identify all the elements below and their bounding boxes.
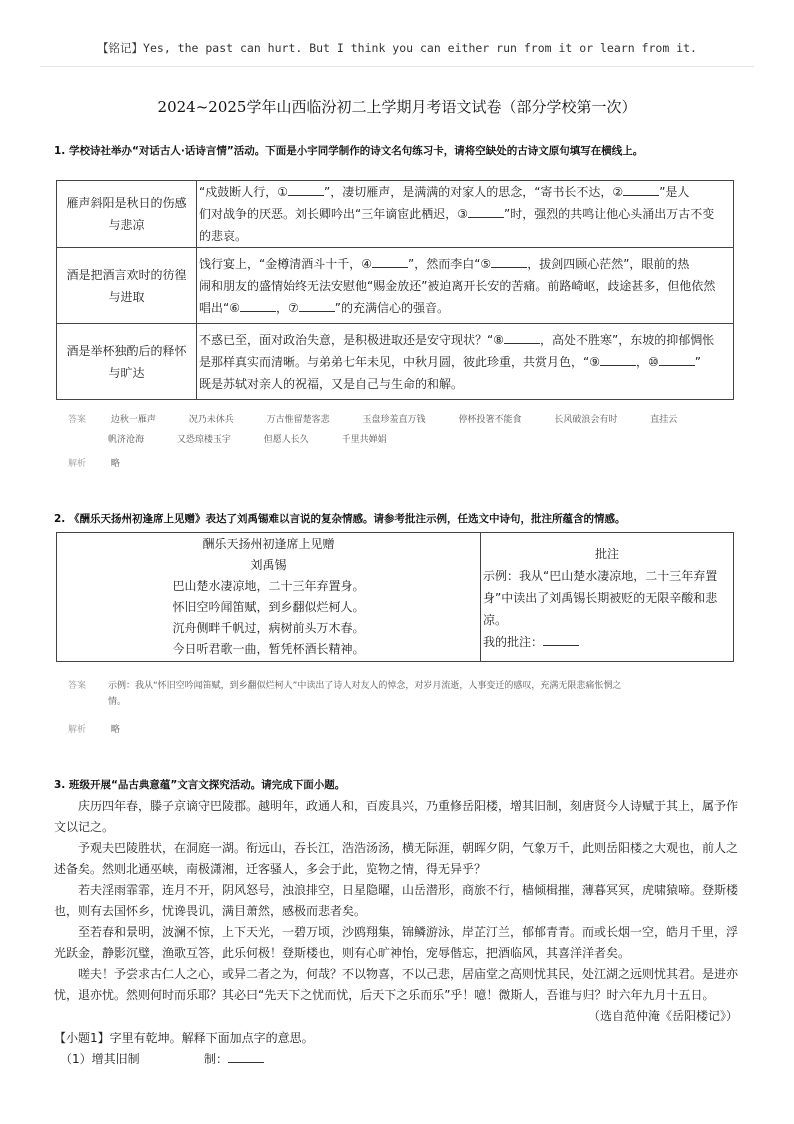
row-content: 不惑已至，面对政治失意，是积极进取还是安守现状？“⑧ ，高处不胜寒”，东坡的抑郁惆怅 是那样真实而清晰。与弟弟七年未见，中秋月圆，彼此珍重，共赏月色，“⑨ ，⑩ ” 既是苏轼对亲人的祝福，又是自己与生命的和解。 [197,324,734,400]
note-example-line: 身”中读出了刘禹锡长期被贬的无限辛酸和悲 [483,591,718,605]
answer-label: 答案 [68,681,87,691]
answer-item: 万古惟留楚客悲 [266,415,330,425]
question-2-table [56,532,734,662]
note-cell [481,533,734,662]
sub-question-1 [54,1028,738,1070]
analysis-text: 略 [110,725,120,735]
blank-9[interactable] [600,353,636,366]
table-row [57,181,734,248]
blank-2[interactable] [623,183,659,196]
passage-paragraph: 至若春和景明，波澜不惊，上下天光，一碧万顷，沙鸥翔集，锦鳞游泳，岸芷汀兰，郁郁青青。而或长烟一空，皓月千里，浮光跃金，静影沉璧，渔歌互答，此乐何极！登斯楼也，则有心旷神怡，宠辱偕忘，把酒临风，其喜洋洋者矣。 [54,925,739,960]
passage [54,796,738,1027]
passage-paragraph: 嗟夫！予尝求古仁人之心，或异二者之为，何哉？不以物喜，不以己悲，居庙堂之高则忧其民，处江湖之远则忧其君。是进亦忧，退亦忧。然则何时而乐耶？其必曰“先天下之忧而忧，后天下之乐而乐”乎！噫！微斯人，吾谁与归？时六年九月十五日。 [54,967,739,1002]
answer-item: 边秋一雁声 [110,415,156,425]
poem-line: 巴山楚水凄凉地，二十三年弃置身。 [172,579,365,593]
blank-6[interactable] [240,299,276,312]
row-label: 酒是举杯独酌后的释怀与旷达 [57,324,197,400]
question-2-prompt: 2. 《酬乐天扬州初逢席上见赠》表达了刘禹锡难以言说的复杂情感。请参考批注示例，任选文中诗句，批注所蕴含的情感。 [54,513,626,525]
note-example-line: 示例：我从“巴山楚水凄凉地，二十三年弃置 [483,569,718,583]
answer-item: 千里共婵娟 [341,435,387,445]
page-title: 2024~2025学年山西临汾初二上学期月考语文试卷（部分学校第一次） [157,98,637,116]
blank-3[interactable] [468,205,504,218]
my-note-label: 我的批注： [483,635,544,649]
blank-4[interactable] [372,255,408,268]
note-example-line: 凉。 [483,613,508,627]
answer-item: 况乃未休兵 [188,415,234,425]
poem-line: 怀旧空吟闻笛赋，到乡翻似烂柯人。 [172,600,365,614]
blank-8[interactable] [504,331,540,344]
item-1-label: 制： [204,1052,229,1066]
answer-item: 玉盘珍羞直万钱 [362,415,426,425]
answer-item: 停杯投箸不能食 [458,415,522,425]
analysis-text: 略 [110,459,120,469]
question-2-analysis [68,720,120,740]
question-1-answer [68,410,748,450]
row-content: 饯行宴上，“金樽清酒斗十千，④ ”，然而李白“⑤ ，拔剑四顾心茫然”，眼前的热 闹和朋友的盛情始终无法安慰他“赐金放还”被迫离开长安的苦痛。前路崎岖，歧途甚多，但他依然 唱出“⑥ ，⑦ ”的充满信心的强音。 [197,248,734,324]
question-1-prompt: 1. 学校诗社举办“对话古人·话诗言情”活动。下面是小宇同学制作的诗文名句练习卡，请将空缺处的古诗文原句填写在横线上。 [54,145,644,157]
question-3-prompt: 3. 班级开展“品古典意蕴”文言文探究活动。请完成下面小题。 [54,779,346,791]
passage-source: （选自范仲淹《岳阳楼记》） [587,1009,738,1023]
blank-10[interactable] [659,353,695,366]
table-row [57,248,734,324]
passage-paragraph: 若夫淫雨霏霏，连月不开，阴风怒号，浊浪排空，日星隐曜，山岳潜形，商旅不行，樯倾楫摧，薄暮冥冥，虎啸猿啼。登斯楼也，则有去国怀乡，忧谗畏讥，满目萧然，感极而悲者矣。 [54,883,739,918]
analysis-label: 解析 [68,725,87,735]
item-1-word: （1）增其旧制 [60,1052,140,1066]
poem-line: 今日听君歌一曲，暂凭杯酒长精神。 [172,642,365,656]
question-1-table [56,180,734,400]
poem-title: 酬乐天扬州初逢席上见赠 [202,537,335,551]
question-1-analysis [68,454,120,474]
table-row [57,324,734,400]
answer-item: 又恐琼楼玉宇 [176,435,231,445]
item-1-blank[interactable] [228,1050,264,1063]
note-title: 批注 [594,547,619,561]
answer-text: 情。 [108,697,127,707]
analysis-label: 解析 [68,459,87,469]
poem-line: 沉舟侧畔千帆过，病树前头万木春。 [172,621,365,635]
answer-item: 但愿人长久 [263,435,309,445]
row-label: 雁声斜阳是秋日的伤感与悲凉 [57,181,197,248]
blank-1[interactable] [288,183,324,196]
header-divider [40,66,754,67]
answer-label: 答案 [68,415,87,425]
poem-author: 刘禹锡 [250,558,287,572]
row-content: “戍鼓断人行，① ”，凄切雁声，是满满的对家人的思念，“寄书长不达，② ”是人 们对战争的厌恶。刘长卿吟出“三年谪宦此栖迟，③ ”时，强烈的共鸣让他心头涌出万古不变 的悲哀。 [197,181,734,248]
my-note-blank[interactable] [543,633,579,646]
passage-paragraph: 予观夫巴陵胜状，在洞庭一湖。衔远山，吞长江，浩浩汤汤，横无际涯，朝晖夕阴，气象万千，此则岳阳楼之大观也，前人之述备矣。然则北通巫峡，南极潇湘，迁客骚人，多会于此，览物之情，得无异乎？ [54,841,739,876]
question-2-answer [68,678,728,710]
answer-text: 示例：我从“怀旧空吟闻笛赋，到乡翻似烂柯人”中读出了诗人对友人的悼念，对岁月流逝，人事变迁的感叹，充满无限悲痛怅惘之 [108,681,622,691]
motto-header: 【铭记】Yes, the past can hurt. But I think you can either run from it or learn from it. [97,41,697,55]
answer-item: 帆济沧海 [108,435,145,445]
answer-item: 直挂云 [650,415,678,425]
passage-paragraph: 庆历四年春，滕子京谪守巴陵郡。越明年，政通人和，百废具兴，乃重修岳阳楼，增其旧制，刻唐贤今人诗赋于其上，属予作文以记之。 [54,799,739,834]
poem-cell [57,533,481,662]
row-label: 酒是把酒言欢时的彷徨与进取 [57,248,197,324]
sub-question-1-prompt: 【小题1】字里有乾坤。解释下面加点字的意思。 [54,1031,314,1045]
answer-item: 长风破浪会有时 [554,415,618,425]
blank-7[interactable] [299,299,335,312]
blank-5[interactable] [491,255,527,268]
